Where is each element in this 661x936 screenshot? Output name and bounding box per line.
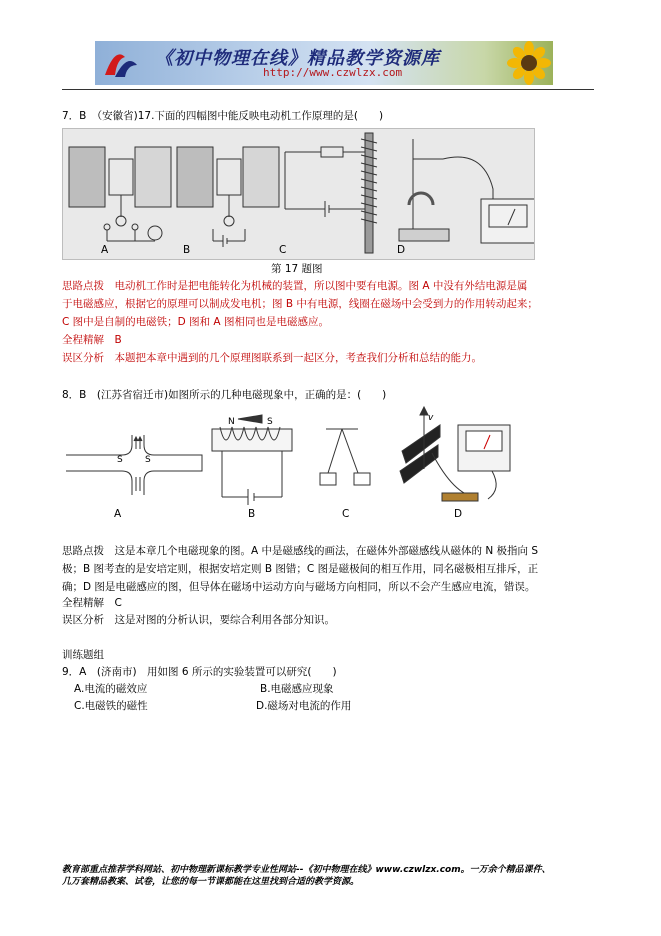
- q7-mistake-analysis: 误区分析 本题把本章中遇到的几个原理图联系到一起区分，考查我们分析和总结的能力。: [62, 352, 482, 364]
- q8-magnet-right-label: S: [145, 455, 151, 465]
- q8-fig-b: [212, 415, 292, 505]
- footer-line-2: 几万套精品教案、试卷，让您的每一节课都能在这里找到合适的教学资源。: [62, 877, 360, 887]
- q9-option-d: D.磁场对电流的作用: [256, 700, 352, 712]
- q7-fig-caption: 第 17 题图: [271, 263, 323, 275]
- q7-fig-label-c: C: [279, 244, 287, 256]
- q8-answer: 全程精解 C: [62, 597, 122, 609]
- q7-figure: [62, 128, 535, 260]
- q7-answer: 全程精解 B: [62, 334, 122, 346]
- q8-fig-label-a: A: [114, 508, 122, 520]
- q8-velocity-label: v: [428, 413, 434, 423]
- q8-magnet-left-label: S: [117, 455, 123, 465]
- q9-option-a: A.电流的磁效应: [74, 683, 148, 695]
- q7-fig-c: [285, 133, 377, 253]
- q9-option-c: C.电磁铁的磁性: [74, 700, 148, 712]
- q7-analysis-line-3: C 图中是自制的电磁铁；D 图和 A 图相同也是电磁感应。: [62, 316, 329, 328]
- site-logo-icon: [101, 45, 141, 81]
- q7-fig-label-d: D: [397, 244, 406, 256]
- q7-fig-label-a: A: [101, 244, 109, 256]
- q8-figure-drawing: [62, 405, 532, 520]
- q8-mistake-analysis: 误区分析 这是对图的分析认识，要综合利用各部分知识。: [62, 614, 335, 626]
- q7-analysis-line-2: 于电磁感应，根据它的原理可以制成发电机；图 B 中有电源，线圈在磁场中会受到力的作用转动起来；: [62, 298, 538, 310]
- q7-fig-d: [399, 139, 534, 243]
- q8-figure: [62, 405, 532, 520]
- footer-line-1: 教育部重点推荐学科网站、初中物理新课标教学专业性网站--《初中物理在线》www.czwlzx.com。一万余个精品课件、: [62, 865, 551, 875]
- banner-url[interactable]: http://www.czwlzx.com: [263, 66, 403, 79]
- q8-fig-label-d: D: [454, 508, 463, 520]
- q8-fig-a: [66, 435, 202, 495]
- practice-heading: 训练题组: [62, 649, 104, 661]
- q9-option-b: B.电磁感应现象: [260, 683, 334, 695]
- q8-fig-d: [400, 407, 510, 501]
- q7-figure-drawing: [63, 129, 534, 259]
- q7-fig-a: [69, 147, 171, 241]
- q8-needle-s-label: S: [267, 417, 273, 427]
- q7-fig-b: [177, 147, 279, 247]
- q7-title: 7．B （安徽省)17.下面的四幅图中能反映电动机工作原理的是( ): [62, 110, 384, 122]
- page-footer: [62, 864, 622, 888]
- q8-needle-n-label: N: [228, 417, 235, 427]
- q8-fig-label-c: C: [342, 508, 350, 520]
- q8-fig-label-b: B: [248, 508, 256, 520]
- header-banner: [95, 41, 553, 85]
- q9-title: 9．A (济南市) 用如图 6 所示的实验装置可以研究( ): [62, 666, 337, 678]
- q8-analysis-line-2: 极；B 图考查的是安培定则，根据安培定则 B 图错；C 图是磁极间的相互作用，同名磁极相互排斥，正: [62, 563, 539, 575]
- banner-title: 《初中物理在线》精品教学资源库: [155, 48, 440, 69]
- q8-fig-c: [320, 429, 370, 485]
- header-divider: [62, 89, 594, 90]
- sunflower-icon: [505, 41, 553, 85]
- q8-analysis-line-3: 确；D 图是电磁感应的图，但导体在磁场中运动方向与磁场方向相同，所以不会产生感应电流，错误。: [62, 581, 536, 593]
- q8-analysis-line-1: 思路点拨 这是本章几个电磁现象的图。A 中是磁感线的画法，在磁体外部磁感线从磁体的 N 极指向 S: [62, 545, 539, 557]
- q7-fig-label-b: B: [183, 244, 191, 256]
- q8-title: 8．B (江苏省宿迁市)如图所示的几种电磁现象中，正确的是：( ): [62, 389, 387, 401]
- q7-analysis-line-1: 思路点拨 电动机工作时是把电能转化为机械的装置，所以图中要有电源。图 A 中没有外结电源是属: [62, 280, 528, 292]
